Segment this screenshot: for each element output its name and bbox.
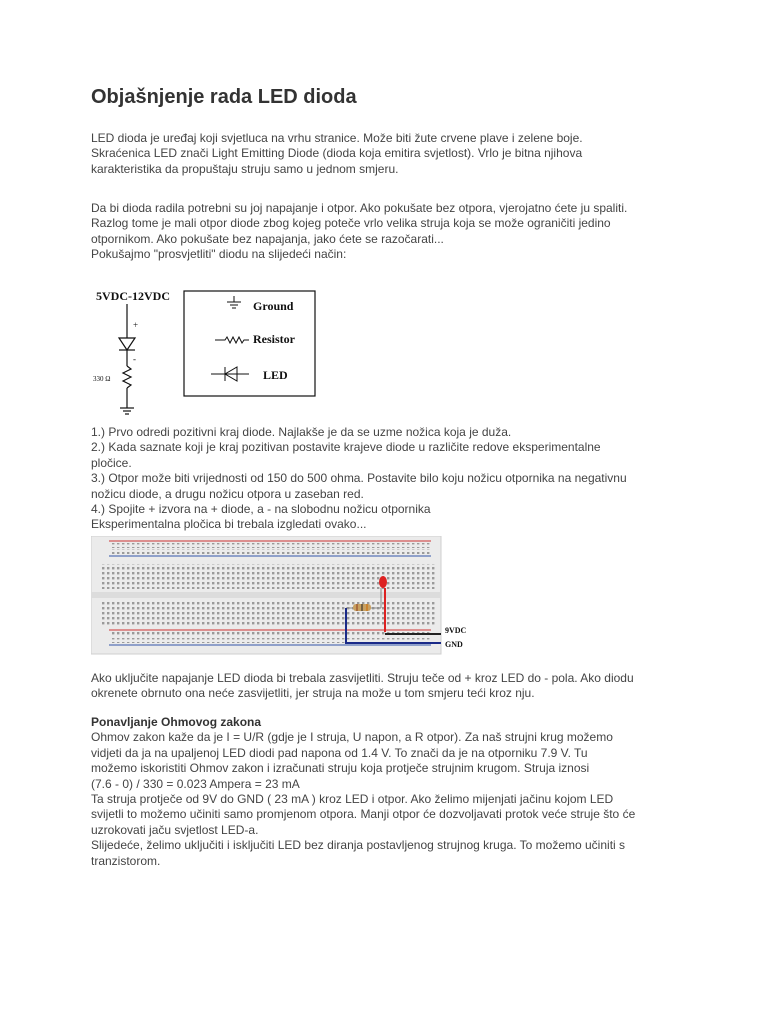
label-gnd: GND	[445, 640, 463, 649]
text-line: Skraćenica LED znači Light Emitting Diode (dioda koja emitira svjetlost). Vrlo je bitna njihova	[91, 146, 583, 161]
text-line: otpornikom. Ako pokušate bez napajanja, jako ćete se razočarati...	[91, 231, 444, 246]
legend-resistor-label: Resistor	[253, 332, 295, 346]
step-line: 2.) Kada saznate koji je kraj pozitivan postavite krajeve diode u različite redove eksperimentalne	[91, 440, 601, 455]
text-line: vidjeti da ja na upaljenoj LED diodi pad napona od 1.4 V. To znači da je na otporniku 7.9 V. Tu	[91, 745, 588, 760]
text-line: Pokušajmo "prosvjetliti" diodu na slijedeći način:	[91, 247, 347, 262]
text-line: LED dioda je uređaj koji svjetluca na vrhu stranice. Može biti žute crvene plave i zelene boje.	[91, 131, 583, 145]
step-line: Eksperimentalna pločica bi trebala izgledati ovako...	[91, 517, 367, 532]
step-line: 4.) Spojite + izvora na + diode, a - na slobodnu nožicu otpornika	[91, 502, 431, 517]
text-line: Ako uključite napajanje LED dioda bi trebala zasvijetliti. Struju teče od + kroz LED do - pola. Ako diodu	[91, 671, 634, 685]
plus-label: +	[133, 320, 139, 330]
text-line: možemo iskoristiti Ohmov zakon i izračunati struju koja protječe strujnim krugom. Struja iznosi	[91, 761, 590, 776]
power-paragraph	[91, 201, 691, 263]
breadboard-figure	[91, 536, 471, 656]
text-line: okrenete obrnuto ona neće zasvijetliti, jer struja na može u tom smjeru teći kroz nju.	[91, 686, 535, 701]
text-line: (7.6 - 0) / 330 = 0.023 Ampera = 23 mA	[91, 776, 300, 791]
step-line: 1.) Prvo odredi pozitivni kraj diode. Najlakše je da se uzme nožica koja je duža.	[91, 425, 512, 439]
section-heading: Ponavljanje Ohmovog zakona	[91, 715, 262, 729]
page-title: Objašnjenje rada LED dioda	[91, 86, 357, 108]
steps-list	[91, 425, 691, 533]
intro-paragraph	[91, 131, 691, 177]
resistor-value-label: 330 Ω	[93, 375, 111, 383]
text-line: Da bi dioda radila potrebni su joj napajanje i otpor. Ako pokušate bez otpora, vjerojatno ćete ju spaliti.	[91, 201, 628, 215]
resistor-symbol-icon	[123, 366, 131, 388]
circuit-schematic-figure	[91, 282, 331, 422]
text-line: Ohmov zakon kaže da je I = U/R (gdje je I struja, U napon, a R otpor). Za naš strujni krug možemo	[91, 730, 613, 745]
text-line: tranzistorom.	[91, 853, 161, 868]
text-line: uzrokovati jaču svjetlost LED-a.	[91, 822, 259, 837]
minus-label: -	[133, 354, 136, 364]
red-led	[379, 576, 387, 588]
led-symbol-icon	[119, 338, 135, 350]
step-line: 3.) Otpor može biti vrijednosti od 150 do 500 ohma. Postavite bilo koju nožicu otpornika na negativnu	[91, 471, 627, 486]
step-line: pločice.	[91, 455, 132, 470]
text-line: Ta struja protječe od 9V do GND ( 23 mA ) kroz LED i otpor. Ako želimo mijenjati jačinu kojom LED	[91, 792, 614, 807]
legend-box	[184, 291, 315, 396]
result-paragraph	[91, 671, 691, 702]
legend-ground-label: Ground	[253, 299, 294, 313]
label-9vdc: 9VDC	[445, 626, 467, 635]
ohm-section	[91, 715, 691, 869]
text-line: karakteristika da propuštaju struju samo u jednom smjeru.	[91, 161, 399, 176]
text-line: svijetli to možemo učiniti samo promjenom otpora. Manji otpor će dozvoljavati protok veće struje što će	[91, 807, 636, 822]
text-line: Slijedeće, želimo uključiti i isključiti LED bez diranja postavljenog strujnog kruga. To možemo učiniti s	[91, 838, 626, 853]
text-line: Razlog tome je mali otpor diode zbog kojeg poteče vrlo velika struja koja se može ograničiti jedino	[91, 216, 611, 231]
step-line: nožicu diode, a drugu nožicu otpora u zaseban red.	[91, 486, 364, 501]
voltage-label: 5VDC-12VDC	[96, 289, 170, 303]
legend-led-label: LED	[263, 368, 288, 382]
